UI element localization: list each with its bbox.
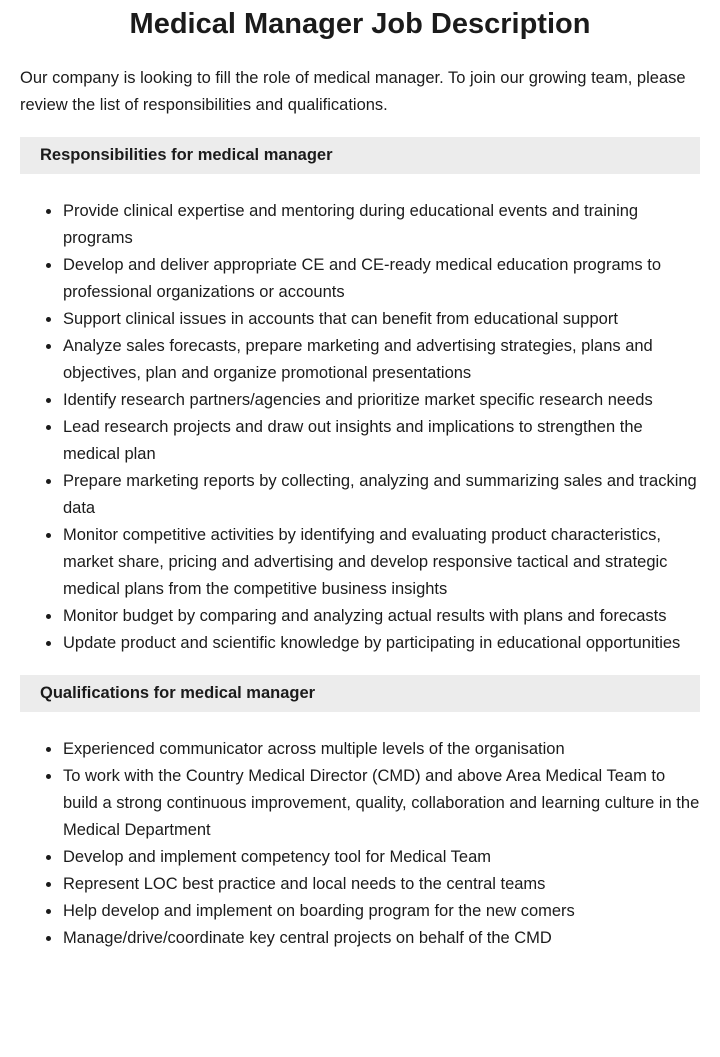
list-item: • Support clinical issues in accounts that can benefit from educational support <box>62 306 700 333</box>
list-item: • Monitor competitive activities by identifying and evaluating product characteristics, market share, pricing and advertising and develop responsive tactical and strategic medical plans from the competitive business insights <box>62 522 700 603</box>
list-item: • Prepare marketing reports by collecting, analyzing and summarizing sales and tracking data <box>62 468 700 522</box>
list-item: • Monitor budget by comparing and analyzing actual results with plans and forecasts <box>62 603 700 630</box>
qualifications-list <box>20 736 700 952</box>
list-item: • Develop and deliver appropriate CE and CE-ready medical education programs to professional organizations or accounts <box>62 252 700 306</box>
responsibilities-heading: Responsibilities for medical manager <box>20 137 700 174</box>
list-item: • Represent LOC best practice and local needs to the central teams <box>62 871 700 898</box>
page-title: Medical Manager Job Description <box>129 8 591 40</box>
list-item: • Identify research partners/agencies and prioritize market specific research needs <box>62 387 700 414</box>
responsibilities-section <box>20 137 700 657</box>
qualifications-section <box>20 675 700 952</box>
list-item: • Update product and scientific knowledge by participating in educational opportunities <box>62 630 700 657</box>
intro-paragraph: Our company is looking to fill the role of medical manager. To join our growing team, please review the list of responsibilities and qualifications. <box>20 68 686 114</box>
list-item: • Experienced communicator across multiple levels of the organisation <box>62 736 700 763</box>
list-item: • Provide clinical expertise and mentoring during educational events and training programs <box>62 198 700 252</box>
list-item: • To work with the Country Medical Director (CMD) and above Area Medical Team to build a strong continuous improvement, quality, collaboration and learning culture in the Medical Department <box>62 763 700 844</box>
list-item: • Lead research projects and draw out insights and implications to strengthen the medical plan <box>62 414 700 468</box>
qualifications-heading: Qualifications for medical manager <box>20 675 700 712</box>
list-item: • Develop and implement competency tool for Medical Team <box>62 844 700 871</box>
list-item: • Analyze sales forecasts, prepare marketing and advertising strategies, plans and objectives, plan and organize promotional presentations <box>62 333 700 387</box>
responsibilities-list <box>20 198 700 657</box>
list-item: • Manage/drive/coordinate key central projects on behalf of the CMD <box>62 925 700 952</box>
list-item: • Help develop and implement on boarding program for the new comers <box>62 898 700 925</box>
